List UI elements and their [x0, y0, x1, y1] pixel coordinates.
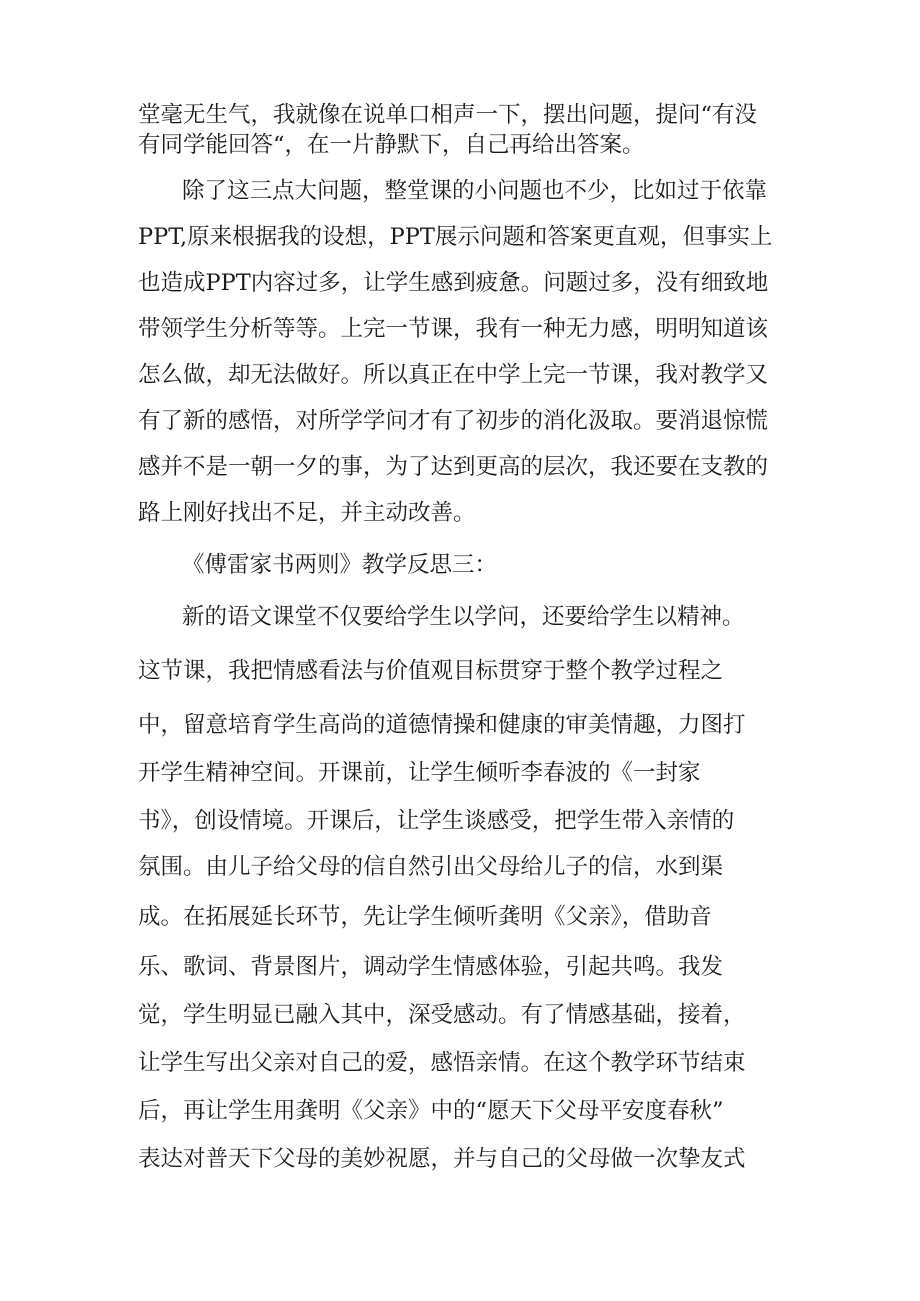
text-line-15: 开学生精神空间。开课前，让学生倾听李春波的《一封家	[138, 760, 701, 786]
text-line-9: 感并不是一朝一夕的事，为了达到更高的层次，我还要在支教的	[138, 454, 769, 480]
text-line-13: 这节课，我把情感看法与价值观目标贯穿于整个教学过程之	[138, 658, 724, 684]
text-line-23: 表达对普天下父母的美妙祝愿，并与自己的父母做一次挚友式	[138, 1146, 746, 1172]
text-line-17: 氛围。由儿子给父母的信自然引出父母给儿子的信，水到渠	[138, 854, 724, 880]
text-line-5: 也造成PPT内容过多，让学生感到疲惫。问题过多，没有细致地	[138, 270, 769, 296]
text-line-8: 有了新的感悟，对所学学问才有了初步的消化汲取。要消退惊慌	[138, 408, 769, 434]
text-line-10: 路上刚好找出不足，并主动改善。	[138, 500, 476, 526]
text-line-14: 中，留意培育学生高尚的道德情操和健康的审美情趣，力图打	[138, 712, 746, 738]
text-line-19: 乐、歌词、背景图片，调动学生情感体验，引起共鸣。我发	[138, 954, 724, 980]
text-line-20: 觉，学生明显已融入其中，深受感动。有了情感基础，接着，	[138, 1002, 746, 1028]
section-heading: 《傅雷家书两则》教学反思三：	[182, 552, 498, 578]
text-line-22: 后，再让学生用龚明《父亲》中的“愿天下父母平安度春秋”	[138, 1098, 724, 1124]
text-line-2: 有同学能回答“，在一片静默下，自己再给出答案。	[138, 132, 645, 158]
text-line-1: 堂毫无生气，我就像在说单口相声一下，摆出问题，提问“有没	[138, 102, 758, 128]
text-line-4: PPT,原来根据我的设想，PPT展示问题和答案更直观，但事实上	[138, 224, 773, 250]
text-line-21: 让学生写出父亲对自己的爱，感悟亲情。在这个教学环节结束	[138, 1050, 746, 1076]
text-line-6: 带领学生分析等等。上完一节课，我有一种无力感，明明知道该	[138, 316, 769, 342]
text-line-7: 怎么做，却无法做好。所以真正在中学上完一节课，我对教学又	[138, 362, 769, 388]
text-line-12: 新的语文课堂不仅要给学生以学问，还要给学生以精神。	[182, 604, 745, 630]
text-line-18: 成。在拓展延长环节，先让学生倾听龚明《父亲》，借助音	[138, 904, 712, 930]
text-line-3: 除了这三点大问题，整堂课的小问题也不少，比如过于依靠	[182, 178, 768, 204]
text-line-16: 书》，创设情境。开课后，让学生谈感受，把学生带入亲情的	[138, 808, 735, 834]
